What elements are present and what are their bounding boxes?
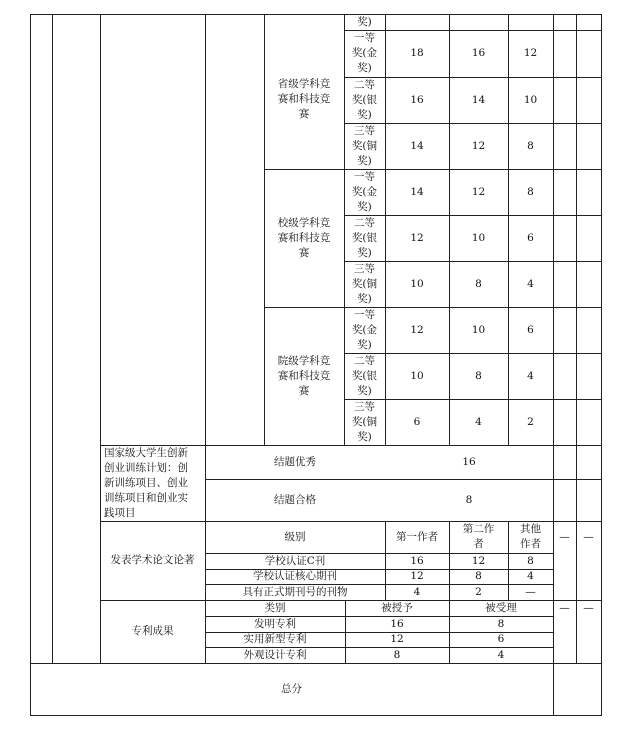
score-second: 14 xyxy=(471,93,486,106)
paper-first: 4 xyxy=(413,585,421,598)
score-second: 12 xyxy=(471,185,486,198)
award-level: 二等 奖(银 奖) xyxy=(351,216,378,259)
score-other: 10 xyxy=(523,93,538,106)
patent-granted: 8 xyxy=(393,648,401,661)
score-first: 10 xyxy=(410,369,424,382)
paper-level: 学校认证C刊 xyxy=(264,554,326,567)
score-other: 2 xyxy=(527,415,534,428)
patents-header-category: 类别 xyxy=(264,601,286,614)
innovation-label: 结题优秀 xyxy=(274,455,316,468)
award-level: 一等 奖(金 奖) xyxy=(351,32,378,74)
patent-accepted: 8 xyxy=(497,617,505,630)
score-other: 4 xyxy=(527,369,534,382)
patents-header-granted: 被授予 xyxy=(381,601,413,614)
patents-header-accepted: 被受理 xyxy=(485,601,517,614)
score-second: 4 xyxy=(475,415,482,428)
score-other: 6 xyxy=(527,323,534,336)
patents-dash: — xyxy=(583,601,594,614)
score-second: 16 xyxy=(471,47,486,59)
award-level: 三等 奖(铜 奖) xyxy=(351,400,378,443)
score-first: 12 xyxy=(410,231,424,244)
award-level: 二等 奖(银 奖) xyxy=(351,78,378,121)
papers-title: 发表学术论文论著 xyxy=(110,554,195,566)
award-level: 二等 奖(银 奖) xyxy=(351,354,378,397)
papers-header-second: 第二作 者 xyxy=(462,523,495,550)
patent-category: 实用新型专利 xyxy=(243,633,307,645)
total-label: 总分 xyxy=(281,682,302,695)
score-first: 14 xyxy=(410,139,424,152)
paper-second: 2 xyxy=(475,585,482,598)
papers-dash: — xyxy=(559,530,570,543)
score-second: 12 xyxy=(471,139,486,152)
paper-other: — xyxy=(525,585,536,598)
papers-header-level: 级别 xyxy=(284,530,306,543)
score-other: 8 xyxy=(527,185,534,198)
innovation-score: 8 xyxy=(465,493,473,506)
score-other: 4 xyxy=(527,277,534,290)
paper-first: 16 xyxy=(410,554,424,567)
score-other: 8 xyxy=(527,139,534,152)
group-name: 院级学科竞 赛和科技竞 赛 xyxy=(277,354,331,397)
group-name: 省级学科竞 赛和科技竞 赛 xyxy=(277,78,331,120)
score-second: 10 xyxy=(471,323,486,336)
patent-category: 发明专利 xyxy=(254,617,296,630)
innovation-score: 16 xyxy=(462,455,476,468)
award-tail: 奖) xyxy=(357,15,372,28)
papers-header-other: 其他 作者 xyxy=(520,523,541,550)
patent-accepted: 4 xyxy=(497,648,505,661)
score-other: 12 xyxy=(523,47,538,59)
award-level: 三等 奖(铜 奖) xyxy=(351,262,378,305)
score-first: 14 xyxy=(410,185,424,198)
score-first: 16 xyxy=(410,93,424,106)
score-first: 10 xyxy=(410,277,424,290)
paper-second: 8 xyxy=(475,570,482,582)
paper-other: 8 xyxy=(527,554,534,567)
papers-header-first: 第一作者 xyxy=(396,530,438,543)
patent-accepted: 6 xyxy=(497,633,505,645)
score-first: 12 xyxy=(410,323,424,336)
innovation-label: 结题合格 xyxy=(274,493,316,506)
paper-second: 12 xyxy=(471,554,486,567)
paper-first: 12 xyxy=(410,570,424,582)
patent-category: 外观设计专利 xyxy=(243,648,307,661)
score-first: 6 xyxy=(413,415,421,428)
patent-granted: 12 xyxy=(390,633,404,645)
paper-level: 学校认证核心期刊 xyxy=(253,570,337,582)
patents-dash: — xyxy=(559,601,570,614)
score-second: 10 xyxy=(471,231,486,244)
innovation-title: 国家级大学生创新 创业训练计划：创 新训练项目、创业 训练项目和创业实 践项目 xyxy=(104,446,188,519)
score-second: 8 xyxy=(475,369,482,382)
score-other: 6 xyxy=(527,231,534,244)
paper-other: 4 xyxy=(527,570,534,582)
award-level: 一等 奖(金 奖) xyxy=(351,308,378,351)
paper-level: 具有正式期刊号的刊物 xyxy=(242,585,348,598)
patents-title: 专利成果 xyxy=(131,625,174,637)
score-second: 8 xyxy=(475,277,482,290)
papers-dash: — xyxy=(583,530,594,543)
award-level: 三等 奖(铜 奖) xyxy=(351,124,378,167)
award-level: 一等 奖(金 奖) xyxy=(351,170,378,213)
score-first: 18 xyxy=(410,47,424,59)
group-name: 校级学科竞 赛和科技竞 赛 xyxy=(277,216,331,259)
patent-granted: 16 xyxy=(390,617,404,630)
